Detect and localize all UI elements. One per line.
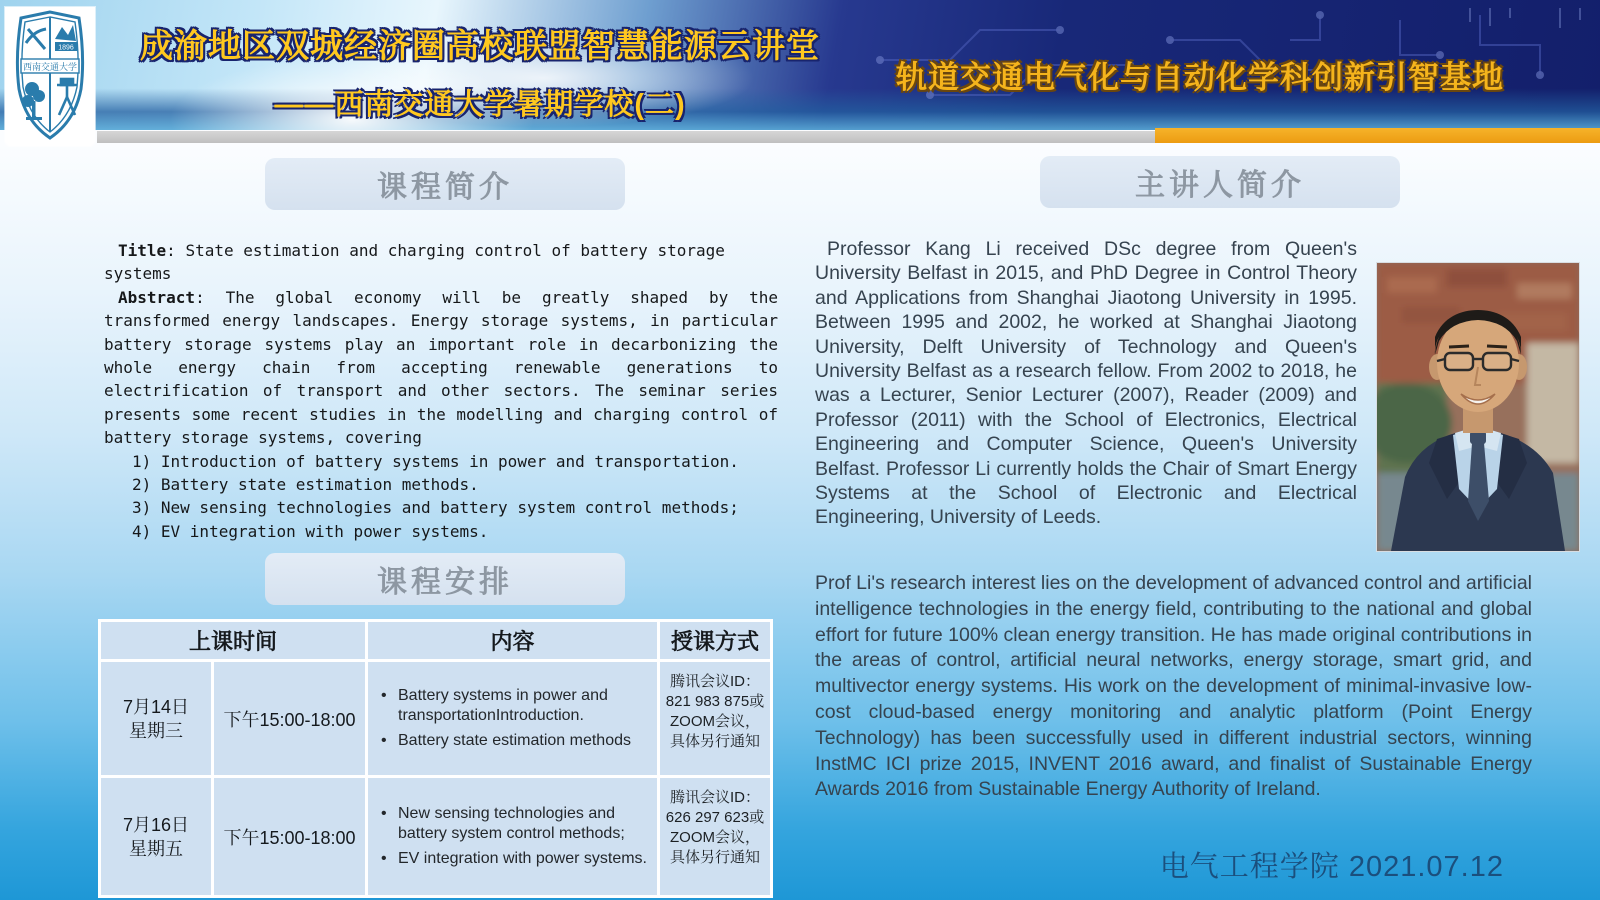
course-topic-item: 3) New sensing technologies and battery system control methods; [132,498,739,518]
section-badge-course-intro: 课程简介 [265,158,625,210]
table-row2-method: 腾讯会议ID：626 297 623或ZOOM会议，具体另行通知 [660,778,770,895]
svg-text:1896: 1896 [58,44,74,52]
table-row1-time: 下午15:00-18:00 [214,662,365,775]
main-title-line1: 成渝地区双城经济圈高校联盟智慧能源云讲堂 [140,27,820,64]
course-topic-item: 1) Introduction of battery systems in power and transportation. [132,451,739,471]
logo-university-name: 西南交通大学 [22,62,78,72]
course-abstract-label: Abstract [118,287,196,307]
speaker-portrait-photo [1377,263,1579,551]
date-line: 7月14日 [122,696,190,717]
speaker-research-text: Prof Li's research interest lies on the development of advanced control and artificial intelligence technologies in the energy field, contributing to the national and global effort for future 100% clean energy transition. He has made original contributions in the areas of control, artificial neural networks, energy storage, smart grid, and multivector energy systems. His work on the development of minimal-invasive low-cost cloud-based energy monitoring and analytic platform (Point Energy Technology) has been successfully used in different industrial sectors, winning InstMC ICI prize 2015, INVENT 2016 award, and finalist of Sustainable Energy Awards 2016 from Sustainable Energy Authority of Ireland. [815,572,1532,801]
base-title: 轨道交通电气化与自动化学科创新引智基地 [896,60,1504,95]
col-header-time: 上课时间 [101,622,365,659]
footer-school-date: 电气工程学院 2021.07.12 [1159,851,1504,883]
content-bullet: • Battery state estimation methods [374,731,649,751]
section-badge-schedule: 课程安排 [265,553,625,605]
header-banner [0,0,1600,130]
course-abstract-text: : The global economy will be greatly shaped by the transformed energy landscapes. Energy storage systems, in particular battery storage systems play an important role in decarbonizing the whole energy chain from accepting renewable generations to electrification of transport and other sectors. The seminar series presents some recent studies in the modelling and charging control of battery storage systems, covering [104,287,778,448]
divider-bar-orange [1155,128,1600,143]
course-topic-item: 4) EV integration with power systems. [132,521,489,541]
table-row2-time: 下午15:00-18:00 [214,778,365,895]
university-logo [5,7,95,146]
speaker-bio-text [815,237,1357,530]
divider-bar-gray [97,131,1155,143]
course-topic-item: 2) Battery state estimation methods. [132,475,479,495]
course-intro-text [104,239,778,543]
table-row1-date [101,662,211,775]
col-header-method: 授课方式 [660,622,770,659]
content-bullet: • New sensing technologies and battery system control methods; [374,804,649,844]
table-row2-content [368,778,657,895]
weekday-line: 星期五 [129,838,183,859]
table-row1-method: 腾讯会议ID：821 983 875或ZOOM会议，具体另行通知 [660,662,770,775]
weekday-line: 星期三 [129,720,183,741]
bio-paragraph: Professor Kang Li received DSc degree from Queen's University Belfast in 2015, and PhD Degree in Control Theory and Applications from Shanghai Jiaotong University in 1995. Between 1995 and 2002, he worked at Shanghai Jiaotong University, Delft University of Technology and Queen's University Belfast as a research fellow. From 2002 to 2018, he was a Lecturer, Senior Lecturer (2007), Reader (2009) and Professor (2011) with the School of Electronics, Electrical Engineering and Computer Science, Queen's University Belfast. Professor Li currently holds the Chair of Smart Energy Systems at the School of Electronic and Electrical Engineering, University of Leeds. [815,238,1357,529]
date-line: 7月16日 [122,814,190,835]
table-row1-content [368,662,657,775]
content-bullet: • EV integration with power systems. [374,849,649,869]
content-bullet: • Battery systems in power and transportationIntroduction. [374,686,649,726]
schedule-table [98,619,773,898]
col-header-content: 内容 [368,622,657,659]
course-title-line [104,239,778,286]
course-title-text: : State estimation and charging control of battery storage systems [104,241,725,284]
course-title-label: Title [118,241,167,260]
course-abstract [104,286,778,450]
table-row2-date [101,778,211,895]
course-topic-list [104,450,778,544]
main-title-line2: ——西南交通大学暑期学校(二) [274,89,686,121]
section-badge-speaker: 主讲人简介 [1040,156,1400,208]
